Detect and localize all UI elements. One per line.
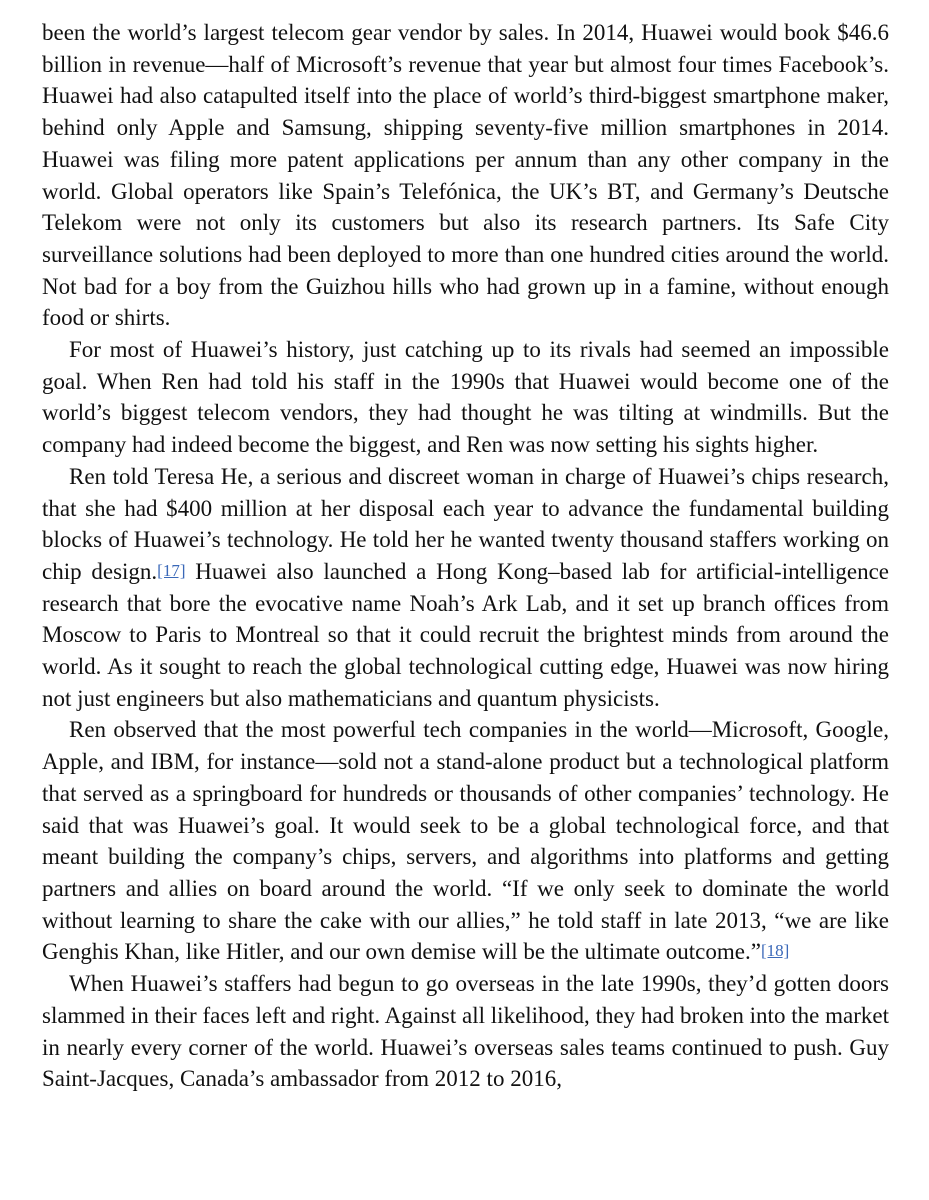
paragraph-2 [42,334,889,461]
paragraph-text: been the world’s largest telecom gear vendor by sales. In 2014, Huawei would book $46.6 billion in revenue—half of Microsoft’s revenue that year but almost four times Facebook’s. Huawei had also catapulted itself into the place of world’s third-biggest smartphone maker, behind only Apple and Samsung, shipping seventy-five million smartphones in 2014. Huawei was filing more patent applications per annum than any other company in the world. Global operators like Spain’s Telefónica, the UK’s BT, and Germany’s Deutsche Telekom were not only its customers but also its research partners. Its Safe City surveillance solutions had been deployed to more than one hundred cities around the world. Not bad for a boy from the Guizhou hills who had grown up in a famine, without enough food or shirts. [42,20,889,331]
book-page [42,17,889,1095]
paragraph-5 [42,968,889,1095]
paragraph-text: For most of Huawei’s history, just catching up to its rivals had seemed an impossible goal. When Ren had told his staff in the 1990s that Huawei would become one of the world’s biggest telecom vendors, they had thought he was tilting at windmills. But the company had indeed become the biggest, and Ren was now setting his sights higher. [42,337,889,458]
paragraph-4 [42,714,889,968]
paragraph-text: Ren told Teresa He, a serious and discreet woman in charge of Huawei’s chips research, that she had $400 million at her disposal each year to advance the fundamental building blocks of Huawei’s technology. He told her he wanted twenty thousand staffers working on chip design. [42,463,889,584]
paragraph-text: Huawei also launched a Hong Kong–based lab for artificial-intelligence research that bore the evocative name Noah’s Ark Lab, and it set up branch offices from Moscow to Paris to Montreal so that it could recruit the brightest minds from around the world. As it sought to reach the global technological cutting edge, Huawei was now hiring not just engineers but also mathematicians and quantum physicists. [42,558,889,711]
paragraph-1 [42,17,889,334]
paragraph-text: When Huawei’s staffers had begun to go overseas in the late 1990s, they’d gotten doors slammed in their faces left and right. Against all likelihood, they had broken into the market in nearly every corner of the world. Huawei’s overseas sales teams continued to push. Guy Saint-Jacques, Canada’s ambassador from 2012 to 2016, [42,971,889,1092]
footnote-link-17[interactable]: [17] [157,560,186,580]
paragraph-text: Ren observed that the most powerful tech companies in the world—Microsoft, Google, Apple, and IBM, for instance—sold not a stand-alone product but a technological platform that served as a springboard for hundreds or thousands of other companies’ technology. He said that was Huawei’s goal. It would seek to be a global technological force, and that meant building the company’s chips, servers, and algorithms into platforms and getting partners and allies on board around the world. “If we only seek to dominate the world without learning to share the cake with our allies,” he told staff in late 2013, “we are like Genghis Khan, like Hitler, and our own demise will be the ultimate outcome.” [42,717,889,965]
paragraph-3 [42,461,889,715]
footnote-link-18[interactable]: [18] [760,941,790,961]
